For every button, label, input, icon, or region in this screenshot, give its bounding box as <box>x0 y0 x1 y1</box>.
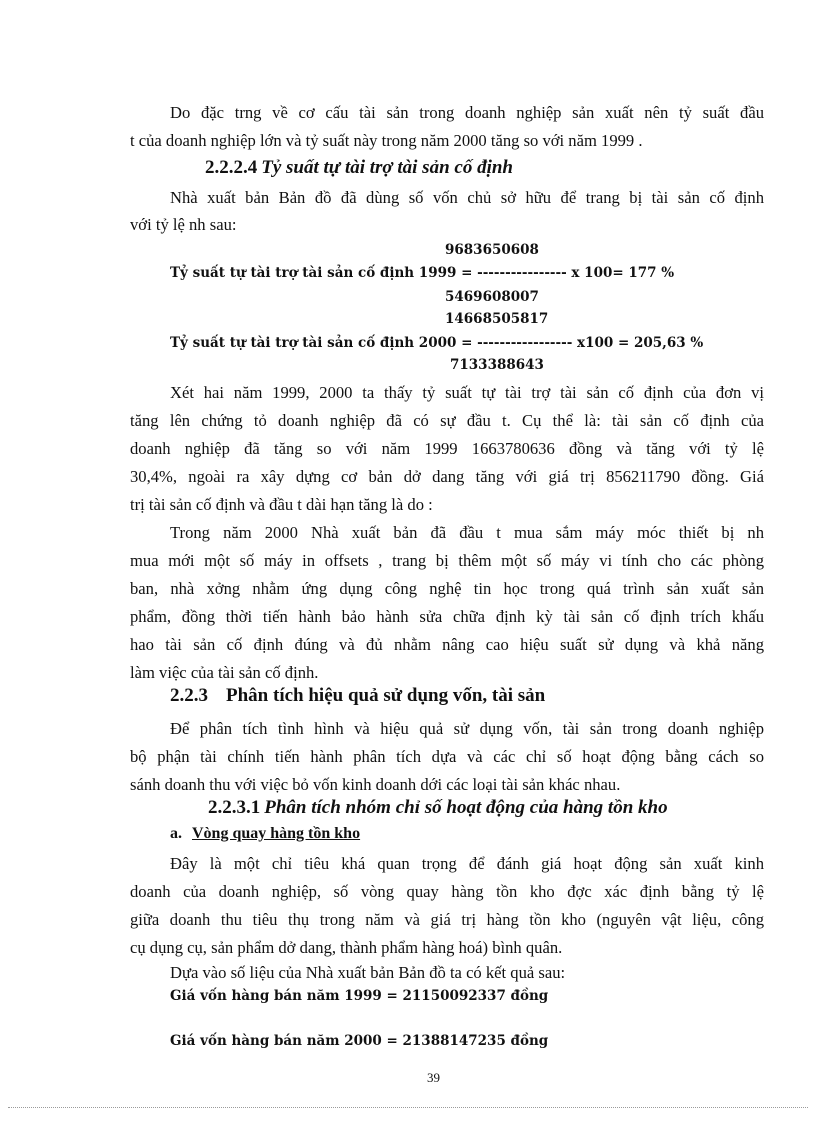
paragraph-line: trị tài sản cố định và đầu t dài hạn tăng là do : <box>130 495 433 514</box>
paragraph-line: sánh doanh thu với việc bỏ vốn kinh doanh dới các loại tài sản khác nhau. <box>130 775 621 794</box>
formula-denominator: 5469608007 <box>445 289 539 305</box>
paragraph-line: hao tài sản cố định đúng và đủ nhằm nâng cao hiệu suất sử dụng và khả năng <box>130 635 764 654</box>
paragraph-line: làm việc của tài sản cố định. <box>130 663 319 682</box>
cogs-2000-line: Giá vốn hàng bán năm 2000 = 21388147235 đồng <box>170 1033 549 1049</box>
section-heading-2-2-3-1 <box>208 797 668 819</box>
section-heading-2-2-3 <box>170 685 545 707</box>
formula-line: Tỷ suất tự tài trợ tài sản cố định 2000 = ----------------- x100 = 205,63 % <box>170 335 704 351</box>
section-heading-2-2-2-4 <box>205 157 513 179</box>
paragraph-line: doanh của doanh nghiệp, số vòng quay hàng tồn kho đợc xác định bằng tỷ lệ <box>130 882 764 901</box>
heading-number: 2.2.3 <box>170 685 208 706</box>
subheading-title: Vòng quay hàng tồn kho <box>192 825 361 842</box>
subheading-a <box>170 825 360 843</box>
paragraph-line: Dựa vào số liệu của Nhà xuất bản Bản đồ ta có kết quả sau: <box>170 963 566 982</box>
heading-title: Phân tích nhóm chỉ số hoạt động của hàng tồn kho <box>264 797 668 818</box>
subheading-label: a. <box>170 825 182 842</box>
heading-number: 2.2.2.4 <box>205 157 258 178</box>
paragraph-line: Do đặc trng về cơ cấu tài sản trong doanh nghiệp sản xuất nên tỷ suất đầu <box>170 103 764 122</box>
page-bottom-rule <box>8 1107 808 1108</box>
paragraph-line: cụ dụng cụ, sản phẩm dở dang, thành phẩm hàng hoá) bình quân. <box>130 938 563 957</box>
formula-numerator: 14668505817 <box>445 311 549 327</box>
paragraph-line: Xét hai năm 1999, 2000 ta thấy tỷ suất tự tài trợ tài sản cố định của đơn vị <box>170 383 764 402</box>
paragraph-line: Đây là một chỉ tiêu khá quan trọng để đánh giá hoạt động sản xuất kinh <box>170 854 764 873</box>
paragraph-line: với tỷ lệ nh sau: <box>130 215 237 234</box>
page-number: 39 <box>427 1070 440 1085</box>
heading-title: Phân tích hiệu quả sử dụng vốn, tài sản <box>226 685 546 706</box>
paragraph-line: giữa doanh thu tiêu thụ trong năm và giá trị hàng tồn kho (nguyên vật liệu, công <box>130 910 764 929</box>
heading-number: 2.2.3.1 <box>208 797 261 818</box>
paragraph-line: tăng lên chứng tỏ doanh nghiệp đã có sự đầu t. Cụ thể là: tài sản cố định của <box>130 411 764 430</box>
formula-denominator: 7133388643 <box>450 357 544 373</box>
paragraph-line: doanh nghiệp đã tăng so với năm 1999 1663780636 đồng và tăng với tỷ lệ <box>130 439 764 458</box>
paragraph-line: ban, nhà xởng nhằm ứng dụng công nghệ tin học trong quá trình sản xuất sản <box>130 579 764 598</box>
heading-title: Tỷ suất tự tài trợ tài sản cố định <box>261 157 513 178</box>
paragraph-line: phẩm, đồng thời tiến hành bảo hành sửa chữa định kỳ tài sản cố định trích khấu <box>130 607 764 626</box>
formula-line: Tỷ suất tự tài trợ tài sản cố định 1999 = ---------------- x 100= 177 % <box>170 265 675 281</box>
paragraph-line: bộ phận tài chính tiến hành phân tích dựa và các chỉ số hoạt động bằng cách so <box>130 747 764 766</box>
formula-numerator: 9683650608 <box>445 242 539 258</box>
paragraph-line: t của doanh nghiệp lớn và tỷ suất này trong năm 2000 tăng so với năm 1999 . <box>130 131 643 150</box>
paragraph-line: 30,4%, ngoài ra xây dựng cơ bản dở dang tăng với giá trị 856211790 đồng. Giá <box>130 467 764 486</box>
paragraph-line: mua mới một số máy in offsets , trang bị thêm một số máy vi tính cho các phòng <box>130 551 764 570</box>
paragraph-line: Để phân tích tình hình và hiệu quả sử dụng vốn, tài sản trong doanh nghiệp <box>170 719 764 738</box>
cogs-1999-line: Giá vốn hàng bán năm 1999 = 21150092337 đồng <box>170 988 549 1004</box>
paragraph-line: Trong năm 2000 Nhà xuất bản đã đầu t mua sắm máy móc thiết bị nh <box>170 523 764 542</box>
paragraph-line: Nhà xuất bản Bản đồ đã dùng số vốn chủ sở hữu để trang bị tài sản cố định <box>170 188 764 207</box>
